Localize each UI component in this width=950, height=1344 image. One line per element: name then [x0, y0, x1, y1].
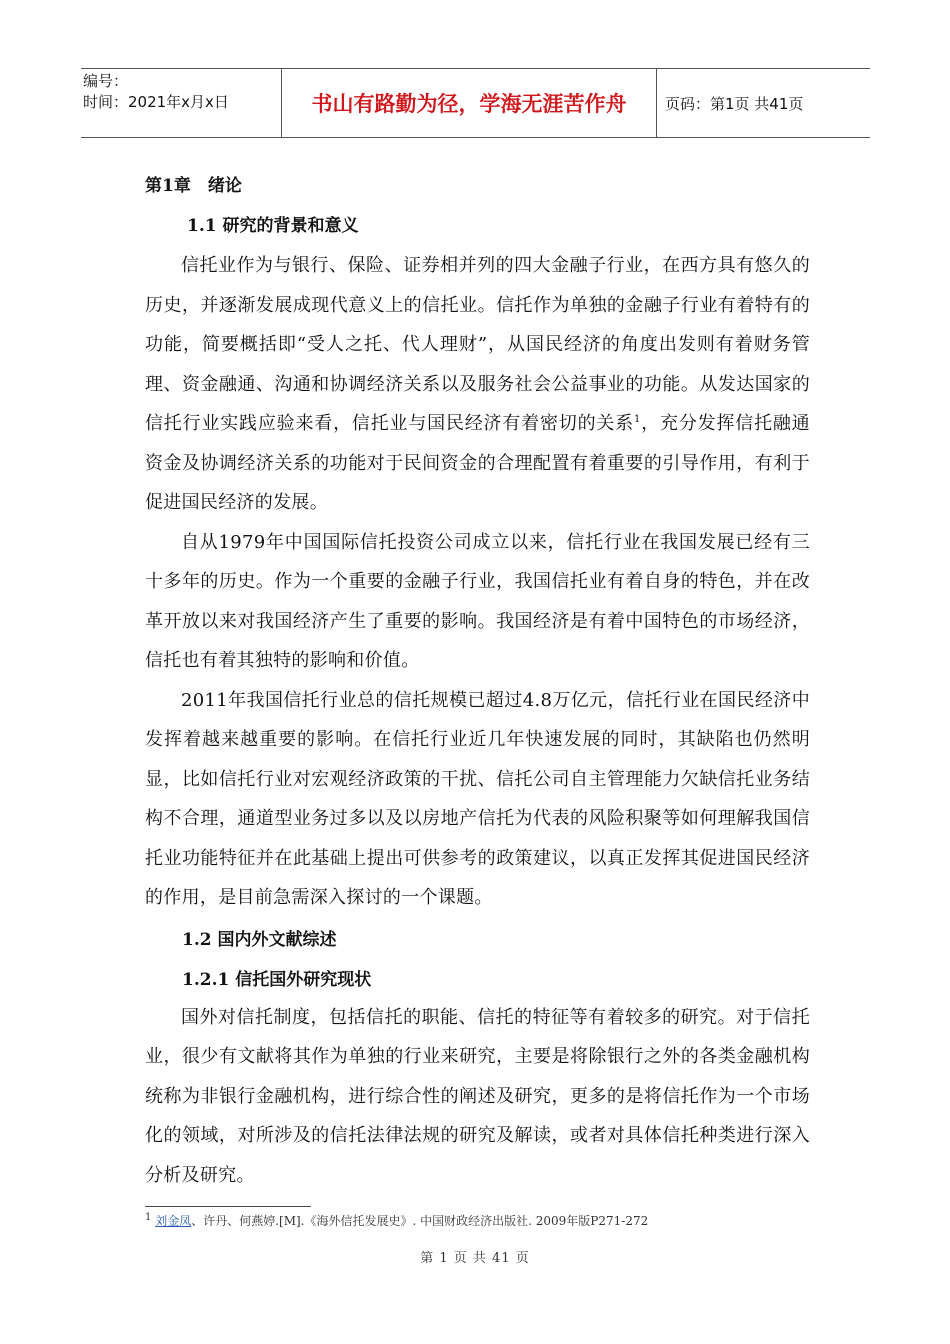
header-left-cell: [81, 69, 281, 137]
page-footer: 第 1 页 共 41 页: [420, 1251, 530, 1266]
footnote-reference[interactable]: 1: [634, 414, 641, 425]
header-motto-cell: [281, 69, 657, 137]
footnote-separator: [145, 1206, 311, 1207]
document-body: [145, 166, 810, 1195]
footnote: [145, 1212, 648, 1229]
page-header: [81, 68, 870, 138]
paragraph-4: 国外对信托制度，包括信托的职能、信托的特征等有着较多的研究。对于信托业，很少有文献将其作为单独的行业来研究，主要是将除银行之外的各类金融机构统称为非银行金融机构，进行综合性的阐述及研究，更多的是将信托作为一个市场化的领域，对所涉及的信托法律法规的研究及解读，或者对具体信托种类进行深入分析及研究。: [145, 1006, 810, 1186]
chapter-title: 第1章 绪论: [145, 176, 242, 196]
footnote-text: 、许丹、何燕婷.[M].《海外信托发展史》. 中国财政经济出版社. 2009年版P271-272: [191, 1214, 649, 1228]
paragraph-2: 自从1979年中国国际信托投资公司成立以来，信托行业在我国发展已经有三十多年的历史。作为一个重要的金融子行业，我国信托业有着自身的特色，并在改革开放以来对我国经济产生了重要的影响。我国经济是有着中国特色的市场经济，信托也有着其独特的影响和价值。: [145, 531, 810, 671]
footnote-author-link[interactable]: 刘金凤: [155, 1214, 192, 1228]
paragraph-3: 2011年我国信托行业总的信托规模已超过4.8万亿元，信托行业在国民经济中发挥着越来越重要的影响。在信托行业近几年快速发展的同时，其缺陷也仍然明显，比如信托行业对宏观经济政策的干扰、信托公司自主管理能力欠缺信托业务结构不合理，通道型业务过多以及以房地产信托为代表的风险积聚等如何理解我国信托业功能特征并在此基础上提出可供参考的政策建议，以真正发挥其促进国民经济的作用，是目前急需深入探讨的一个课题。: [145, 689, 810, 908]
header-time-label: 时间：2021年x月x日: [83, 93, 229, 111]
paragraph-1-tail: ，充分发挥信托融通资金及协调经济关系的功能对于民间资金的合理配置有着重要的引导作用，有利于促进国民经济的发展。: [145, 413, 810, 513]
section-1-2-title: 1.2 国内外文献综述: [182, 930, 337, 950]
header-number-label: 编号：: [83, 72, 129, 90]
section-1-1-title: 1.1 研究的背景和意义: [187, 216, 359, 236]
footnote-mark: 1: [145, 1212, 152, 1223]
paragraph-1-text: 信托业作为与银行、保险、证券相并列的四大金融子行业，在西方具有悠久的历史，并逐渐发展成现代意义上的信托业。信托作为单独的金融子行业有着特有的功能，简要概括即“受人之托、代人理财”，从国民经济的角度出发则有着财务管理、资金融通、沟通和协调经济关系以及服务社会公益事业的功能。从发达国家的信托行业实践应验来看，信托业与国民经济有着密切的关系: [145, 255, 810, 434]
paragraph-1: [145, 246, 810, 523]
header-motto: 书山有路勤为径，学海无涯苦作舟: [311, 92, 627, 116]
section-1-2-1-title: 1.2.1 信托国外研究现状: [182, 970, 372, 990]
header-page-info: 页码：第1页 共41页: [665, 94, 804, 113]
